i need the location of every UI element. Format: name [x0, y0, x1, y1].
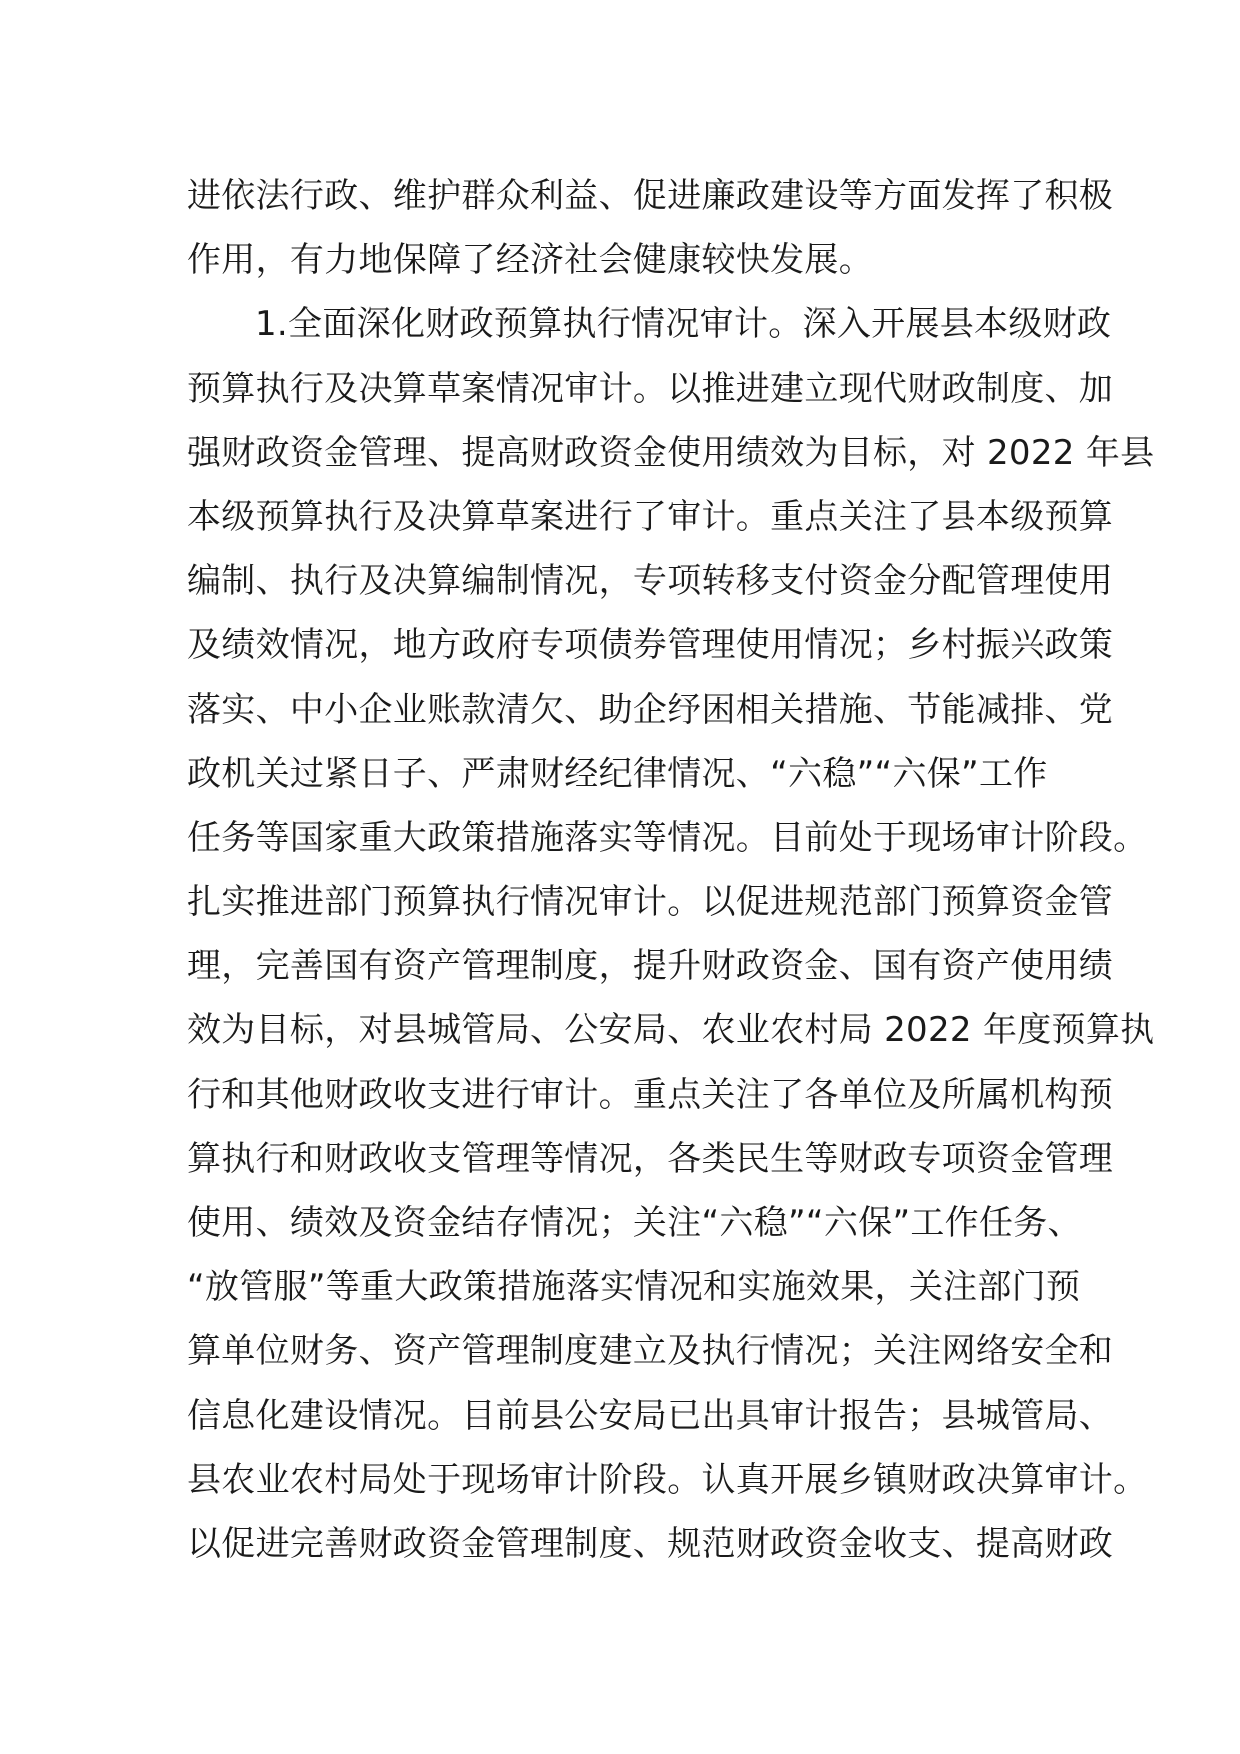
text-line-14: 效为目标，对县城管局、公安局、农业农村局 2022 年度预算执: [187, 1010, 1155, 1051]
text-line-21: 县农业农村局处于现场审计阶段。认真开展乡镇财政决算审计。: [187, 1459, 1148, 1500]
text-line-4: 预算执行及决算草案情况审计。以推进建立现代财政制度、加: [187, 368, 1114, 409]
text-line-19: 算单位财务、资产管理制度建立及执行情况；关注网络安全和: [187, 1331, 1114, 1372]
text-line-11: 任务等国家重大政策措施落实等情况。目前处于现场审计阶段。: [187, 817, 1148, 858]
text-line-17: 使用、绩效及资金结存情况；关注“六稳”“六保”工作任务、: [187, 1203, 1082, 1243]
text-line-20: 信息化建设情况。目前县公安局已出具审计报告；县城管局、: [187, 1395, 1114, 1436]
text-line-7: 编制、执行及决算编制情况，专项转移支付资金分配管理使用: [187, 561, 1114, 602]
text-line-8: 及绩效情况，地方政府专项债券管理使用情况；乡村振兴政策: [187, 625, 1114, 666]
text-line-15: 行和其他财政收支进行审计。重点关注了各单位及所属机构预: [187, 1074, 1114, 1115]
text-line-9: 落实、中小企业账款清欠、助企纾困相关措施、节能减排、党: [187, 689, 1114, 730]
text-line-16: 算执行和财政收支管理等情况，各类民生等财政专项资金管理: [187, 1138, 1114, 1179]
text-line-22: 以促进完善财政资金管理制度、规范财政资金收支、提高财政: [187, 1523, 1114, 1564]
text-line-10: 政机关过紧日子、严肃财经纪律情况、“六稳”“六保”工作: [187, 753, 1048, 794]
text-line-3: 1.全面深化财政预算执行情况审计。深入开展县本级财政: [255, 304, 1112, 345]
text-line-5: 强财政资金管理、提高财政资金使用绩效为目标，对 2022 年县: [187, 432, 1155, 473]
text-line-1: 进依法行政、维护群众利益、促进廉政建设等方面发挥了积极: [187, 176, 1114, 216]
text-line-2: 作用，有力地保障了经济社会健康较快发展。: [187, 240, 873, 281]
text-line-6: 本级预算执行及决算草案进行了审计。重点关注了县本级预算: [187, 496, 1114, 537]
body-text: [187, 164, 1155, 1576]
text-line-13: 理，完善国有资产管理制度，提升财政资金、国有资产使用绩: [187, 946, 1114, 987]
text-line-18: “放管服”等重大政策措施落实情况和实施效果，关注部门预: [187, 1267, 1081, 1308]
text-line-12: 扎实推进部门预算执行情况审计。以促进规范部门预算资金管: [187, 882, 1114, 923]
